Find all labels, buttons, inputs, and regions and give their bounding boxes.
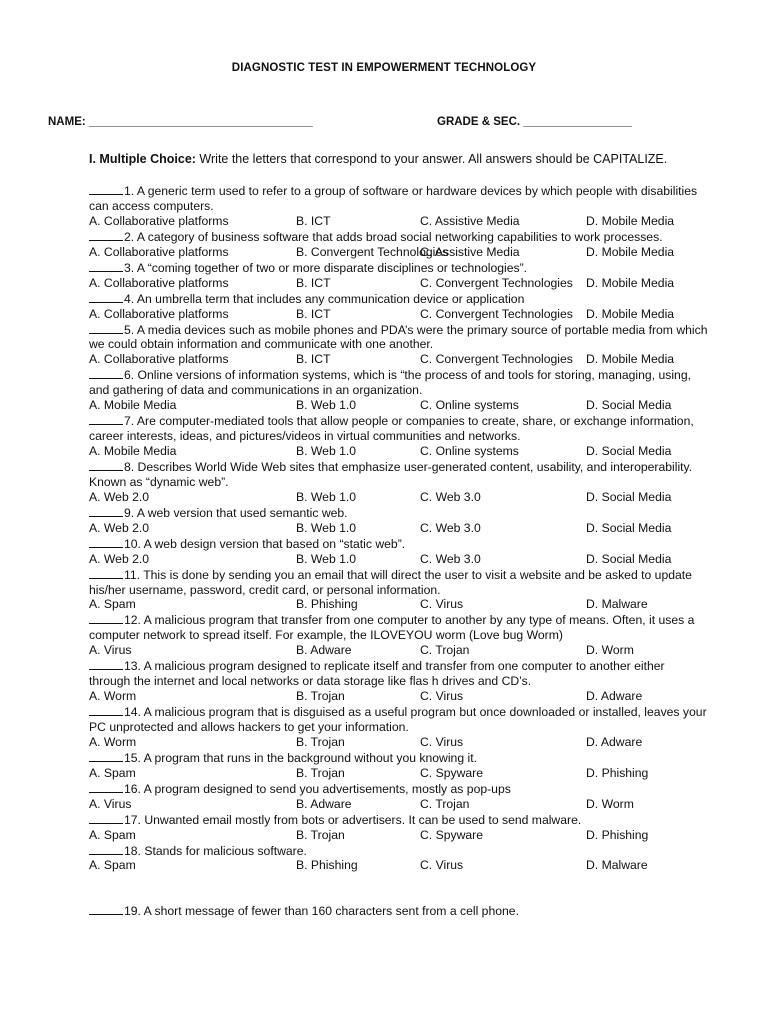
answer-blank[interactable] [89,183,123,195]
option-b: B. Web 1.0 [296,489,357,504]
answer-options [89,735,709,750]
answer-options [89,490,709,505]
option-d: D. Malware [586,858,648,873]
answer-blank[interactable] [89,459,123,471]
option-a: A. Spam [89,858,136,873]
question-text: 9. A web version that used semantic web. [124,505,348,520]
option-d: D. Adware [586,734,643,749]
option-d: D. Social Media [586,520,672,535]
option-d: D. Mobile Media [586,213,675,228]
answer-options [89,521,709,536]
answer-blank[interactable] [89,658,123,670]
option-d: D. Social Media [586,489,672,504]
question-text: 2. A category of business software that adds broad social networking capabilities to work processes. [124,229,663,244]
option-c: C. Convergent Technologies [420,306,573,321]
question-item [89,704,709,750]
grade-section-field-label[interactable]: GRADE & SEC. _________________ [437,116,632,128]
question-text: 7. Are computer-mediated tools that allow people or companies to create, share, or exchange information, career interests, ideas, and pictures/videos in virtual communities and networks. [89,414,698,444]
option-a: A. Virus [89,643,132,658]
option-a: A. Mobile Media [89,398,177,413]
question-text: 19. A short message of fewer than 160 characters sent from a cell phone. [124,904,519,919]
question-stem [89,903,709,919]
section-gap [89,873,709,903]
answer-blank[interactable] [89,843,123,855]
question-text: 5. A media devices such as mobile phones and PDA’s were the primary source of portable media from which we could obtain information and communicate with one another. [89,322,711,352]
question-text: 15. A program that runs in the background without you knowing it. [124,750,477,765]
option-b: B. Web 1.0 [296,551,357,566]
option-b: B. Trojan [296,689,345,704]
option-b: B. Web 1.0 [296,443,357,458]
question-item [89,843,709,874]
instructions-heading: I. Multiple Choice: [89,152,196,166]
answer-options [89,398,709,413]
option-d: D. Social Media [586,443,672,458]
option-d: D. Mobile Media [586,275,675,290]
question-text: 18. Stands for malicious software. [124,843,307,858]
option-a: A. Mobile Media [89,443,177,458]
answer-blank[interactable] [89,781,123,793]
answer-options [89,352,709,367]
option-a: A. Collaborative platforms [89,352,229,367]
question-stem [89,367,709,398]
instructions [89,152,667,166]
question-stem [89,291,709,307]
option-d: D. Worm [586,796,634,811]
answer-blank[interactable] [89,367,123,379]
answer-blank[interactable] [89,322,123,334]
option-c: C. Online systems [420,443,519,458]
option-d: D. Phishing [586,827,649,842]
question-stem [89,183,709,214]
answer-options [89,597,709,612]
question-text: 16. A program designed to send you advertisements, mostly as pop-ups [124,781,511,796]
question-item [89,750,709,781]
answer-blank[interactable] [89,750,123,762]
answer-blank[interactable] [89,536,123,548]
question-item [89,413,709,459]
answer-blank[interactable] [89,291,123,303]
option-c: C. Virus [420,734,464,749]
question-text: 11. This is done by sending you an email that will direct the user to visit a website and be asked to update his/her username, password, credit card, or personal information. [89,567,696,597]
answer-options [89,214,709,229]
document-title: DIAGNOSTIC TEST IN EMPOWERMENT TECHNOLOGY [231,62,537,74]
question-list [89,183,709,919]
option-a: A. Web 2.0 [89,520,150,535]
question-item [89,567,709,613]
option-c: C. Convergent Technologies [420,275,573,290]
question-item [89,229,709,260]
answer-options [89,858,709,873]
answer-options [89,307,709,322]
question-text: 14. A malicious program that is disguised as a useful program but once downloaded or installed, leaves your PC unprotected and allows hackers to get your information. [89,705,711,734]
option-b: B. Adware [296,643,352,658]
option-b: B. Web 1.0 [296,520,357,535]
question-stem [89,536,709,552]
question-stem [89,260,709,276]
option-c: C. Convergent Technologies [420,352,573,367]
question-item [89,658,709,704]
option-c: C. Assistive Media [420,244,520,259]
question-stem [89,567,709,598]
option-d: D. Adware [586,689,643,704]
question-stem [89,505,709,521]
option-d: D. Mobile Media [586,306,675,321]
option-d: D. Mobile Media [586,352,675,367]
option-d: D. Malware [586,597,648,612]
answer-blank[interactable] [89,704,123,716]
question-item [89,291,709,322]
question-text: 10. A web design version that based on “static web”. [124,536,406,551]
answer-options [89,828,709,843]
answer-blank[interactable] [89,229,123,241]
question-item [89,183,709,229]
option-b: B. Adware [296,796,352,811]
option-c: C. Virus [420,597,464,612]
question-stem [89,704,709,735]
option-c: C. Spyware [420,827,483,842]
option-c: C. Trojan [420,643,470,658]
answer-blank[interactable] [89,505,123,517]
option-c: C. Online systems [420,398,519,413]
answer-blank[interactable] [89,567,123,579]
option-b: B. ICT [296,213,331,228]
option-b: B. Convergent Technologies [296,244,449,259]
option-b: B. Web 1.0 [296,398,357,413]
option-c: C. Spyware [420,765,483,780]
option-a: A. Worm [89,689,137,704]
question-item [89,612,709,658]
question-stem [89,229,709,245]
option-c: C. Virus [420,858,464,873]
option-b: B. ICT [296,352,331,367]
answer-blank[interactable] [89,612,123,624]
question-text: 13. A malicious program designed to replicate itself and transfer from one computer to another either through the internet and local networks or data storage like flas h drives and CD’s. [89,659,668,689]
question-item [89,781,709,812]
question-text: 6. Online versions of information systems, which is “the process of and tools for storing, managing, using, and gathering of data and communications in an organization. [89,368,695,398]
instructions-text: Write the letters that correspond to your answer. All answers should be CAPITALIZE. [195,152,668,166]
answer-options [89,797,709,812]
option-a: A. Collaborative platforms [89,244,229,259]
option-b: B. ICT [296,275,331,290]
option-c: C. Virus [420,689,464,704]
option-d: D. Social Media [586,398,672,413]
answer-blank[interactable] [89,812,123,824]
question-text: 1. A generic term used to refer to a group of software or hardware devices by which people with disabilities can access computers. [89,184,701,213]
question-text: 12. A malicious program that transfer from one computer to another by any type of means. Often, it uses a computer network to spread itself. For example, the ILOVEYOU worm (Love bug Worm) [89,613,698,643]
question-item [89,260,709,291]
question-stem [89,812,709,828]
option-b: B. Trojan [296,734,345,749]
option-b: B. Phishing [296,858,358,873]
answer-blank[interactable] [89,903,123,915]
question-stem [89,322,709,353]
option-a: A. Spam [89,765,136,780]
answer-options [89,444,709,459]
question-text: 3. A “coming together of two or more disparate disciplines or technologies”. [124,260,528,275]
question-item [89,812,709,843]
answer-options [89,245,709,260]
question-stem [89,612,709,643]
question-text: 4. An umbrella term that includes any communication device or application [124,291,525,306]
option-a: A. Spam [89,827,136,842]
question-item [89,459,709,505]
option-a: A. Worm [89,734,137,749]
option-c: C. Web 3.0 [420,551,481,566]
question-stem [89,413,709,444]
question-item [89,903,709,919]
option-b: B. Trojan [296,765,345,780]
option-a: A. Collaborative platforms [89,213,229,228]
option-c: C. Trojan [420,796,470,811]
option-d: D. Social Media [586,551,672,566]
option-a: A. Virus [89,796,132,811]
name-field-label[interactable]: NAME: ___________________________________ [48,116,313,128]
answer-options [89,643,709,658]
question-stem [89,459,709,490]
option-b: B. ICT [296,306,331,321]
option-c: C. Assistive Media [420,213,520,228]
option-d: D. Worm [586,643,634,658]
question-stem [89,658,709,689]
question-item [89,505,709,536]
option-c: C. Web 3.0 [420,489,481,504]
answer-options [89,766,709,781]
question-item [89,536,709,567]
option-a: A. Collaborative platforms [89,275,229,290]
option-a: A. Web 2.0 [89,551,150,566]
question-stem [89,843,709,859]
answer-options [89,276,709,291]
question-stem [89,781,709,797]
option-c: C. Web 3.0 [420,520,481,535]
question-item [89,322,709,368]
answer-options [89,552,709,567]
question-text: 8. Describes World Wide Web sites that emphasize user-generated content, usability, and interoperability. Known as “dynamic web”. [89,459,696,489]
option-a: A. Spam [89,597,136,612]
option-d: D. Mobile Media [586,244,675,259]
answer-blank[interactable] [89,260,123,272]
question-stem [89,750,709,766]
option-d: D. Phishing [586,765,649,780]
question-text: 17. Unwanted email mostly from bots or advertisers. It can be used to send malware. [124,812,582,827]
question-item [89,367,709,413]
option-a: A. Web 2.0 [89,489,150,504]
answer-options [89,689,709,704]
option-b: B. Trojan [296,827,345,842]
option-b: B. Phishing [296,597,358,612]
option-a: A. Collaborative platforms [89,306,229,321]
answer-blank[interactable] [89,413,123,425]
